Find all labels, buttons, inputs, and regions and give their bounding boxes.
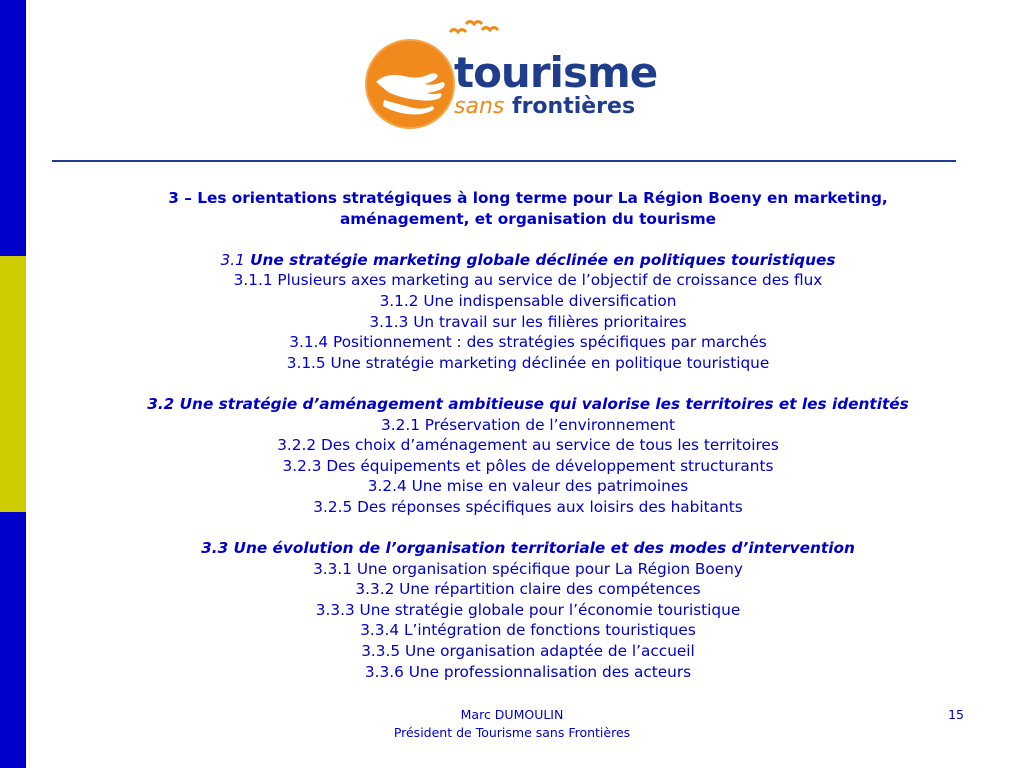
left-bar-yellow xyxy=(0,256,26,512)
section-heading xyxy=(60,394,996,415)
list-item: 3.3.3 Une stratégie globale pour l’économie touristique xyxy=(315,600,741,619)
page-number: 15 xyxy=(948,707,964,722)
section-title: Une stratégie d’aménagement ambitieuse qui valorise les territoires et les identités xyxy=(179,394,909,413)
section-heading xyxy=(60,250,996,271)
list-item: 3.3.6 Une professionnalisation des acteurs xyxy=(364,662,692,681)
logo-word-sans: sans xyxy=(454,94,505,119)
list-item: 3.2.5 Des réponses spécifiques aux loisirs des habitants xyxy=(313,497,743,516)
tourisme-sans-frontieres-logo xyxy=(362,18,658,148)
left-bar-blue-bottom xyxy=(0,512,26,768)
section-title: Une évolution de l’organisation territoriale et des modes d’intervention xyxy=(233,539,855,558)
section-number: 3.2 xyxy=(147,394,175,413)
logo-word-tourisme: tourisme xyxy=(454,48,658,97)
list-item: 3.3.2 Une répartition claire des compétences xyxy=(355,580,701,599)
list-item: 3.2.4 Une mise en valeur des patrimoines xyxy=(367,477,689,496)
list-item: 3.2.2 Des choix d’aménagement au service de tous les territoires xyxy=(277,436,779,455)
section-3-2 xyxy=(60,394,996,518)
list-item: 3.1.1 Plusieurs axes marketing au service de l’objectif de croissance des flux xyxy=(233,271,823,290)
section-3-1 xyxy=(60,250,996,374)
left-bar-blue-top xyxy=(0,0,26,256)
header-divider xyxy=(52,160,956,162)
list-item: 3.1.3 Un travail sur les filières prioritaires xyxy=(369,312,687,331)
footer-author xyxy=(362,706,662,742)
logo-word-frontieres: frontières xyxy=(512,94,636,119)
section-3-3 xyxy=(60,538,996,682)
slide-title xyxy=(60,188,996,229)
section-number: 3.1 xyxy=(220,250,245,269)
list-item: 3.3.4 L’intégration de fonctions touristiques xyxy=(360,621,696,640)
list-item: 3.2.3 Des équipements et pôles de développement structurants xyxy=(282,456,774,475)
list-item: 3.3.5 Une organisation adaptée de l’accueil xyxy=(361,642,695,661)
slide-content xyxy=(60,188,996,682)
list-item: 3.2.1 Préservation de l’environnement xyxy=(381,415,675,434)
left-color-bar xyxy=(0,0,26,768)
list-item: 3.1.4 Positionnement : des stratégies spécifiques par marchés xyxy=(289,333,767,352)
section-number: 3.3 xyxy=(201,539,229,558)
section-title: Une stratégie marketing globale déclinée en politiques touristiques xyxy=(250,250,836,269)
section-heading xyxy=(60,538,996,559)
slide-title-line-2: aménagement, et organisation du tourisme xyxy=(339,209,717,228)
author-name: Marc DUMOULIN xyxy=(460,707,564,722)
list-item: 3.3.1 Une organisation spécifique pour La Région Boeny xyxy=(313,559,743,578)
list-item: 3.1.2 Une indispensable diversification xyxy=(379,291,677,310)
author-role: Président de Tourisme sans Frontières xyxy=(393,725,631,740)
slide-title-line-1: 3 – Les orientations stratégiques à long terme pour La Région Boeny en marketing, xyxy=(168,189,888,207)
list-item: 3.1.5 Une stratégie marketing déclinée en politique touristique xyxy=(286,353,770,372)
